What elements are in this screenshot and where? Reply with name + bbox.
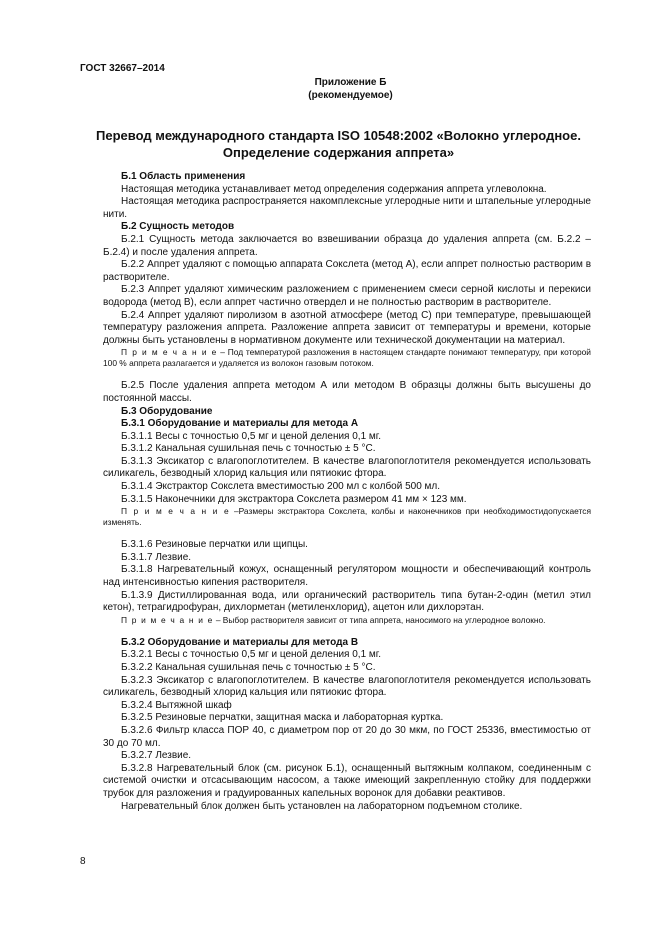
paragraph: Б.2.1 Сущность метода заключается во взвешивании образца до удаления аппрета (см. Б.2.2 – Б.2.4) и после удаления аппрета. xyxy=(103,233,591,258)
paragraph: Б.3.2.5 Резиновые перчатки, защитная маска и лабораторная куртка. xyxy=(121,712,444,724)
paragraph: Б.2.2 Аппрет удаляют с помощью аппарата Сокслета (метод А), если аппрет полностью растворим в растворителе. xyxy=(103,259,591,283)
paragraph: Б.3.2.8 Нагревательный блок (см. рисунок Б.1), оснащенный вытяжным колпаком, соединенным с системой очистки и отсасывающим насосом, а также имеющий закрепленную стойку для поддержки трубок для разложения и градуированных капельных воронок для добавки реактивов. xyxy=(103,762,591,799)
paragraph: Б.2.4 Аппрет удаляют пиролизом в азотной атмосфере (метод С) при температуре, превышающей температуру разложения аппрета. Разложение аппрета зависит от температуры и времени, которые должны быть установлены в нормативном документе или технической документации на материал. xyxy=(103,309,591,346)
note-text: – Выбор растворителя зависит от типа аппрета, наносимого на углеродное волокно. xyxy=(213,614,546,625)
paragraph: Б.3.1.4 Экстрактор Сокслета вместимостью 200 мл с колбой 500 мл. xyxy=(121,481,441,493)
paragraph: Б.2.3 Аппрет удаляют химическим разложением с применением смеси серной кислоты и перекиси водорода (метод В), если аппрет частично отвердел и не полностью растворим в растворителе. xyxy=(103,284,591,308)
note-label: П р и м е ч а н и е xyxy=(121,347,218,358)
page-number: 8 xyxy=(80,856,86,867)
annex-title: Приложение Б xyxy=(314,77,387,88)
note-label: П р и м е ч а н и е xyxy=(121,614,214,625)
paragraph: Б.3.2.7 Лезвие. xyxy=(121,750,192,762)
annex-status: (рекомендуемое) xyxy=(308,90,393,101)
paragraph: Б.3.1.5 Наконечники для экстрактора Сокслета размером 41 мм × 123 мм. xyxy=(121,493,467,505)
subsection-heading-b32: Б.3.2 Оборудование и материалы для метода В xyxy=(121,636,359,648)
standard-header: ГОСТ 32667–2014 xyxy=(80,63,165,74)
document-title-line-2: Определение содержания аппрета» xyxy=(222,145,455,160)
paragraph: Настоящая методика распространяется накомплексные углеродные нити и штапельные углеродные нити. xyxy=(103,196,591,220)
paragraph: Б.3.2.4 Вытяжной шкаф xyxy=(121,699,232,711)
paragraph: Б.3.1.8 Нагревательный кожух, оснащенный регулятором мощности и обеспечивающий контроль над интенсивностью кипения растворителя. xyxy=(103,564,591,589)
paragraph: Б.3.2.2 Канальная сушильная печь с точностью ± 5 °С. xyxy=(121,662,376,673)
document-title xyxy=(80,127,597,161)
note-label: П р и м е ч а н и е xyxy=(121,506,230,517)
paragraph: Настоящая методика устанавливает метод определения содержания аппрета углеволокна. xyxy=(121,183,547,195)
paragraph: Б.3.1.6 Резиновые перчатки или щипцы. xyxy=(121,539,308,551)
note xyxy=(103,615,591,626)
note-text: – Под температурой разложения в настоящем стандарте понимают температуру, при которой 100 % аппрета разлагается и удаляется из волокон газовым потоком. xyxy=(103,347,591,369)
note-text: –Размеры экстрактора Сокслета, колбы и наконечников при необходимостидопускается изменять. xyxy=(103,506,592,528)
paragraph: Б.3.1.3 Эксикатор с влагопоглотителем. В качестве влагопоглотителя рекомендуется использовать силикагель, безводный хлорид кальция или пятиокис фтора. xyxy=(103,455,591,480)
note xyxy=(103,506,591,528)
paragraph: Нагревательный блок должен быть установлен на лабораторном подъемном столике. xyxy=(121,800,523,812)
paragraph: Б.3.1.7 Лезвие. xyxy=(121,551,192,563)
paragraph: Б.1.3.9 Дистиллированная вода, или органический растворитель типа бутан-2-один (метил этил кетон), тетрагидрофуран, дихлорметан (метиленхлорид), ацетон или дихлорэтан. xyxy=(103,589,591,614)
paragraph: Б.3.1.1 Весы с точностью 0,5 мг и ценой деления 0,1 мг. xyxy=(121,430,381,442)
paragraph: Б.3.2.1 Весы с точностью 0,5 мг и ценой деления 0,1 мг. xyxy=(121,649,381,661)
section-heading-b2: Б.2 Сущность методов xyxy=(121,221,235,233)
note xyxy=(103,347,591,369)
section-heading-b1: Б.1 Область применения xyxy=(121,171,246,182)
document-title-line-1: Перевод международного стандарта ISO 10548:2002 «Волокно углеродное. xyxy=(96,128,581,143)
paragraph: Б.3.2.3 Эксикатор с влагопоглотителем. В качестве влагопоглотителя рекомендуется использовать силикагель, безводный хлорид кальция или пятиокис фтора. xyxy=(103,674,591,699)
paragraph: Б.3.1.2 Канальная сушильная печь с точностью ± 5 °С. xyxy=(121,443,376,455)
annex-heading xyxy=(80,76,581,102)
subsection-heading-b31: Б.3.1 Оборудование и материалы для метода А xyxy=(121,418,359,430)
document-body xyxy=(103,171,591,813)
paragraph: Б.2.5 После удаления аппрета методом А или методом В образцы должны быть высушены до постоянной массы. xyxy=(103,380,591,404)
paragraph: Б.3.2.6 Фильтр класса ПОР 40, с диаметром пор от 20 до 30 мкм, по ГОСТ 25336, вместимостью от 30 до 70 мл. xyxy=(103,724,591,749)
section-heading-b3: Б.3 Оборудование xyxy=(121,405,213,417)
